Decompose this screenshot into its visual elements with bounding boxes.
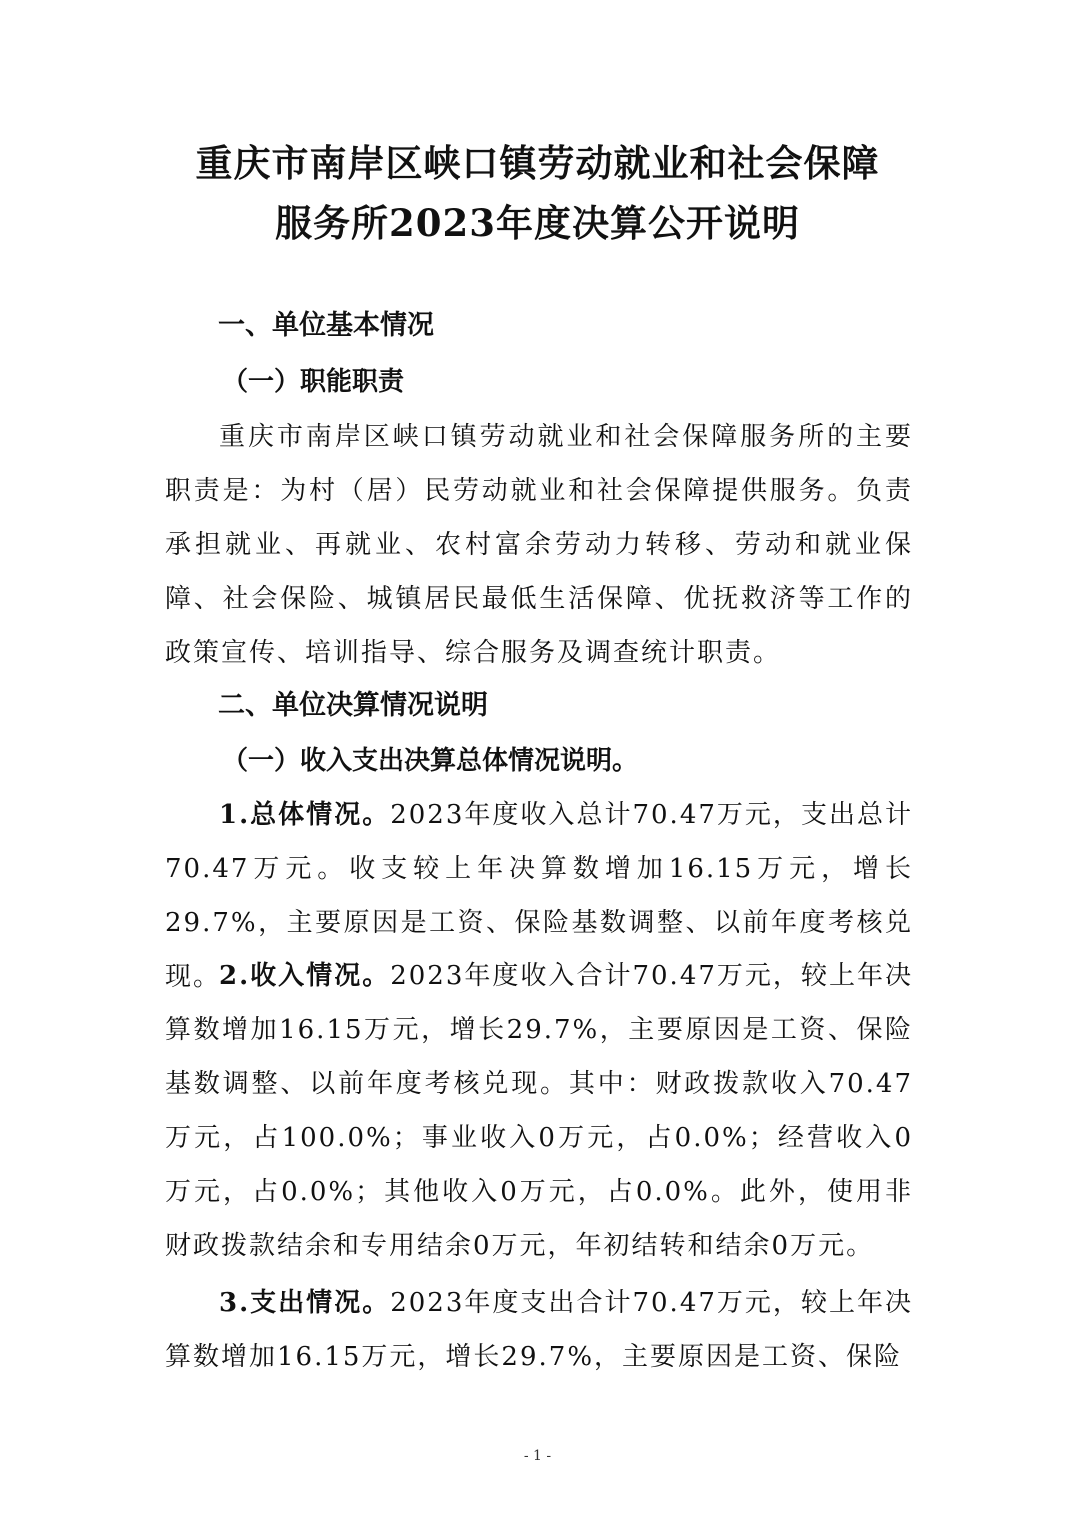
title-line-2: 服务所2023年度决算公开说明 bbox=[275, 201, 800, 245]
paragraph-income bbox=[165, 949, 913, 1273]
paragraph-expenditure-label: 3.支出情况。 bbox=[219, 1288, 391, 1318]
paragraph-expenditure-text: 2023年度支出合计70.47万元，较上年决算数增加16.15万元，增长29.7%，主要原因是工资、保险 bbox=[165, 1288, 913, 1372]
paragraph-income-text: 2023年度收入合计70.47万元，较上年决算数增加16.15万元，增长29.7%，主要原因是工资、保险基数调整、以前年度考核兑现。其中：财政拨款收入70.47万元，占100.0%；事业收入0万元，占0.0%；经营收入0万元，占0.0%；其他收入0万元，占0.0%。此外，使用非财政拨款结余和专用结余0万元，年初结转和结余0万元。 bbox=[165, 961, 913, 1261]
section-1-paragraph: 重庆市南岸区峡口镇劳动就业和社会保障服务所的主要职责是：为村（居）民劳动就业和社会保障提供服务。负责承担就业、再就业、农村富余劳动力转移、劳动和就业保障、社会保险、城镇居民最低生活保障、优抚救济等工作的政策宣传、培训指导、综合服务及调查统计职责。 bbox=[165, 422, 913, 668]
section-1-subheading-1: （一）职能职责 bbox=[222, 367, 405, 397]
paragraph-income-label: 2.收入情况。 bbox=[219, 961, 391, 991]
paragraph-overall-text: 2023年度收入总计70.47万元，支出总计70.47万元。收支较上年决算数增加16.15万元，增长29.7%，主要原因是工资、保险基数调整、以前年度考核兑现。 bbox=[165, 800, 913, 992]
paragraph-expenditure bbox=[165, 1276, 913, 1384]
section-2-subheading-1: （一）收入支出决算总体情况说明。 bbox=[222, 746, 639, 776]
page-number: - 1 - bbox=[523, 1448, 552, 1464]
section-1-heading: 一、单位基本情况 bbox=[218, 310, 434, 341]
title-line-1: 重庆市南岸区峡口镇劳动就业和社会保障 bbox=[195, 141, 880, 185]
document-title bbox=[120, 133, 955, 253]
section-2-heading: 二、单位决算情况说明 bbox=[218, 690, 488, 721]
paragraph-overall-label: 1.总体情况。 bbox=[219, 800, 391, 830]
